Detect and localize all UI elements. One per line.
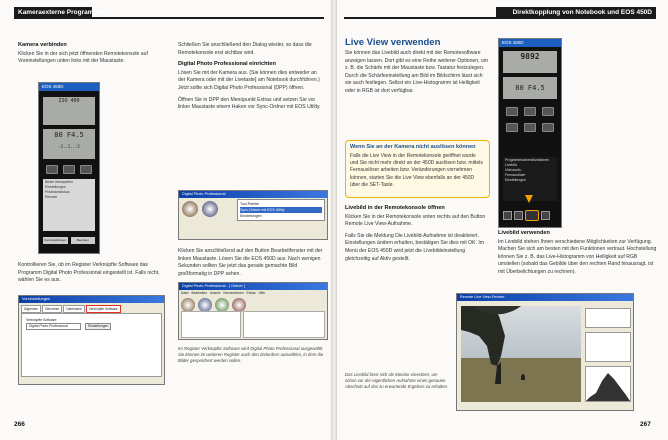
tab-zielordner[interactable]: Zielordner (42, 305, 62, 313)
remote-live-view-button[interactable] (525, 210, 539, 221)
left-column-1 (18, 42, 168, 70)
left-page-number: 266 (14, 421, 25, 428)
tab-verknuepfte-software[interactable]: Verknüpfte Software (86, 305, 121, 313)
camera-menu-list: Bilder überspielen Einstellungen Präzisionsfokus Remote (43, 179, 95, 231)
heading-livebild-oeffnen: Livebild in der Remotekonsole öffnen (345, 205, 445, 211)
liveview-button-row (503, 209, 557, 221)
menu-item[interactable]: Einstellungen (240, 214, 262, 218)
right-column-2 (498, 230, 658, 281)
settings-panel (585, 308, 631, 328)
eos-utility-remote-screenshot (38, 82, 100, 254)
left-caption: Im Register Verknüpfte Software wird Digital Photo Professional ausgewählt. Sie können im weiteren Register auch den Zielordner auswählen, in dem die Bilder gespeichert werden sollen. (178, 346, 324, 364)
preferences-dialog-screenshot (18, 295, 165, 385)
thumbnail-area (243, 311, 325, 338)
camera-button-row (503, 121, 557, 133)
camera-lcd-exposure: 80 F4.5 -2..1..:2 (43, 129, 95, 159)
camera-icon (182, 201, 198, 217)
settings-button[interactable]: Einstellungen (85, 323, 111, 330)
dialog-title: Voreinstellungen (19, 296, 164, 303)
left-column-2-bottom (178, 248, 323, 282)
right-intro-column (345, 38, 490, 100)
tip-box (345, 140, 490, 198)
left-column-2 (178, 42, 323, 116)
pointer-arrow-icon (525, 195, 533, 203)
tool-icon (198, 298, 212, 312)
paragraph: Klicken Sie in der Remotekonsole unten rechts auf den Button Remote Live View-Aufnahme. (345, 213, 486, 228)
tip-text: Falls die Live View in der Remotekonsole geöffnet wurde und Sie nicht mehr direkt an der 450D auslösen bzw. mittels Fernauslöser arbeiten bzw. Veränderungen vornehmen können, starten Sie die Live View ebenfalls an der 450D über die SET-Taste. (350, 153, 483, 188)
camera-function-list: Programmkamerafunktionen Livebild Videoaufn. Fernauslöser Einstellungen (503, 157, 557, 201)
live-image (461, 306, 581, 402)
right-caption: Das Livebild lässt sich als Monitor einsetzen, um schon vor der eigentlichen Aufnahme einen genauen Abschnitt auf das zu erwartende Ergebnis zu erhalten. (345, 372, 449, 390)
section-heading-live-view: Live View verwenden (345, 37, 441, 48)
right-header-rule (344, 17, 656, 19)
tab-dateiname[interactable]: Dateiname (63, 305, 84, 313)
beenden-button[interactable]: Beenden (71, 237, 96, 244)
tool-icon (215, 298, 229, 312)
menu-datei[interactable]: Datei (181, 291, 189, 295)
paragraph: Öffnen Sie in DPP den Menüpunkt Extras und setzen Sie vor linker Maustaste einem Haken vor Sync-Ordner mit EOS Utility. (178, 96, 321, 111)
window-title: EOS 450D (499, 39, 561, 47)
camera-lcd-count: 9892 (503, 51, 557, 73)
linked-software-select[interactable]: Digital Photo Professional (26, 323, 81, 330)
dpp-main-window-screenshot (178, 282, 328, 340)
menu-item[interactable]: Tool-Palette (240, 202, 259, 206)
left-column-1-bottom (18, 262, 168, 289)
menu-extras[interactable]: Extras (246, 291, 256, 295)
dpp-extras-menu-screenshot (178, 190, 328, 240)
book-gutter (331, 0, 337, 440)
menu-kennzeichnen[interactable]: Kennzeichnen (223, 291, 244, 295)
right-column-1 (345, 205, 490, 267)
liveview-title: Remote Live View-Fenster (457, 294, 633, 301)
paragraph: Sie können das Livebild auch direkt mit der Remotesoftware anzeigen lassen. Dort gibt es eine Reihe weiterer Optionen, um z. B. die Schärfe mit der Maustaste bzw. Tastatur festzulegen. Durch die Schärfeeinstellung am Bild im Bildschirm lässt sich sie auch festlegen. Selbst ein Live-Histogramm ist Helligkeit oder in RGB ist dort verfügbar. (345, 50, 488, 94)
eos-utility-liveview-screenshot (498, 38, 562, 228)
controls-panel (585, 332, 631, 362)
paragraph: Klicken Sie in der sich jetzt öffnenden Remotekonsole auf Voreinstellungen unten links mit der Maustaste. (18, 50, 148, 65)
paragraph: Lösen Sie mit der Kamera aus. (Sie können dies entweder an der Kamera oder mit der Livetaste] am Notebook durchführen.) Jetzt sollte sich Digital Photo Professional (DPP) öffnen. (178, 69, 320, 91)
menu-bearbeiten[interactable]: Bearbeiten (191, 291, 207, 295)
camera-footer-buttons (43, 237, 95, 244)
tip-heading: Wenn Sie an der Kamera nicht auslösen können (350, 144, 476, 150)
left-running-header: Kameraexterne Programme (14, 7, 92, 18)
remote-live-view-window-screenshot (456, 293, 634, 411)
dpp-title: Digital Photo Professional (179, 191, 327, 198)
folder-tree (181, 311, 241, 338)
tool-icon (232, 298, 246, 312)
heading-dpp-einrichten: Digital Photo Professional einrichten (178, 61, 276, 68)
paragraph: Im Livebild stehen Ihnen verschiedene Möglichkeiten zur Verfügung. Machen Sie sich am besten mit den Funktionen vertraut. Hochstellung können Sie z. B. das Live-Histogramm von Helligkeit auf RGB umstellen (sobald das Gebilde über den rechten Rand hinausragt, ist mit Überbelichtungen zu rechnen). (498, 238, 657, 275)
paragraph: Schließen Sie anschließend den Dialog wieder, so dass die Remotekonsole erst sichtbar wird. (178, 42, 312, 56)
tool-icon (181, 298, 195, 312)
tree-silhouette-image (461, 306, 581, 402)
dpp-main-title: Digital Photo Professional - [ Ordner ] (179, 283, 327, 290)
right-page-number: 267 (640, 421, 651, 428)
folder-icon (202, 201, 218, 217)
voreinstellungen-button[interactable]: Voreinstellungen (44, 238, 67, 242)
tool-icon (541, 211, 550, 220)
paragraph: Klicken Sie anschließend auf den Button Bearbeitfenster mit der linken Maustaste. Lösen Sie die EOS 450D aus. Nach wenigen Sekunden sollten Sie jetzt das gerade gemachte Bild großformatig in DPP sehen. (178, 248, 323, 277)
dpp-icon-row (182, 201, 218, 217)
prefs-tabs (19, 303, 164, 313)
extras-dropdown (237, 199, 325, 221)
camera-button-row (503, 105, 557, 117)
tool-icon (503, 211, 512, 220)
right-running-header: Direktkopplung von Notebook und EOS 450D (496, 7, 656, 18)
heading-livebild-verwenden: Livebild verwenden (498, 230, 550, 236)
camera-lcd-exposure: 80 F4.5 (503, 77, 557, 99)
window-title: EOS 450D (39, 83, 99, 91)
paragraph: Kontrollieren Sie, ob im Register Verknüpfte Software das Programm Digital Photo Professional eingestellt ist. Falls nicht, wählen Sie es aus. (18, 262, 160, 284)
prefs-panel: Verknüpfte Software Digital Photo Professional Einstellungen (21, 313, 162, 377)
tab-allgemein[interactable]: Allgemein (21, 305, 41, 313)
menu-ansicht[interactable]: Ansicht (209, 291, 221, 295)
camera-button-row (43, 163, 95, 175)
camera-lcd-top: ISO 400 (43, 97, 95, 125)
histogram-panel (585, 366, 631, 402)
left-header-rule (14, 17, 324, 19)
paragraph: Falls Sie die Meldung Die Livebild-Aufnahme ist deaktiviert. Einstellungen ändern erhalten, bestätigen Sie dies mit OK. Im Menü der EOS 450D wird jetzt die Livebildeinstellung gleichzeitig auf Aktiv gestellt. (345, 232, 485, 262)
tool-icon (514, 211, 523, 220)
histogram-graphic (586, 367, 630, 401)
menu-item-sync[interactable]: Sync-Ordner mit EOS Utility (240, 207, 322, 213)
heading-kamera-verbinden: Kamera verbinden (18, 42, 67, 48)
menu-hilfe[interactable]: Hilfe (258, 291, 265, 295)
